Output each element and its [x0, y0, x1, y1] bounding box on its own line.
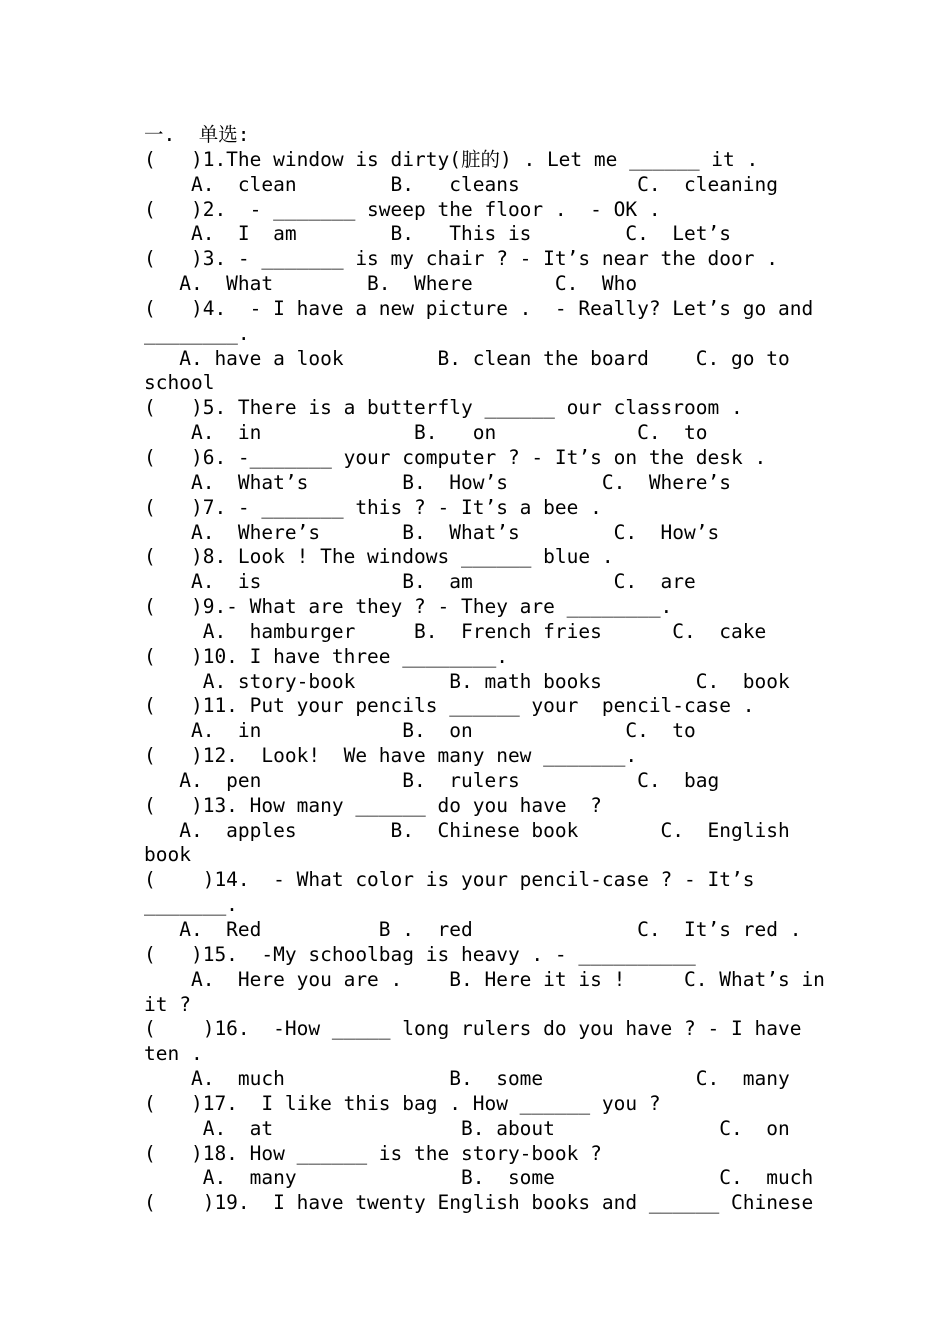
text-line: A. have a look B. clean the board C. go to	[144, 346, 790, 370]
text-line: ( )10. I have three ________.	[144, 644, 508, 668]
text-line: ( )8. Look ! The windows ______ blue .	[144, 545, 614, 569]
question-lines	[144, 147, 825, 1216]
worksheet	[144, 123, 825, 1216]
text-line: A. hamburger B. French fries C. cake	[144, 619, 767, 643]
text-line: A. much B. some C. many	[144, 1067, 790, 1091]
text-line: _______.	[144, 893, 238, 917]
text-line: ( )9.- What are they ? - They are ________.	[144, 595, 673, 619]
text-line: ( )18. How ______ is the story-book ?	[144, 1141, 602, 1165]
text-line: A. story-book B. math books C. book	[144, 669, 790, 693]
text-line: ( )6. -_______ your computer ? - It’s on the desk .	[144, 445, 767, 469]
text-line: ( )3. - _______ is my chair ? - It’s near the door .	[144, 247, 778, 271]
text-line: ( )16. -How _____ long rulers do you have ? - I have	[144, 1017, 802, 1041]
text-line: A. pen B. rulers C. bag	[144, 768, 720, 792]
text-line: ( )11. Put your pencils ______ your pencil-case .	[144, 694, 755, 718]
text-line: A. in B. on C. to	[144, 719, 696, 743]
text-line: ( )12. Look! We have many new _______.	[144, 744, 638, 768]
section-title: 一. 单选:	[144, 123, 250, 146]
text-line: ten .	[144, 1042, 203, 1066]
text-line: A. What’s B. How’s C. Where’s	[144, 470, 731, 494]
text-line: ( )2. - _______ sweep the floor . - OK .	[144, 197, 661, 221]
text-line: A. clean B. cleans C. cleaning	[144, 172, 778, 196]
text-line: A. Where’s B. What’s C. How’s	[144, 520, 720, 544]
text-line: ( )17. I like this bag . How ______ you ?	[144, 1091, 661, 1115]
text-line: A. is B. am C. are	[144, 570, 696, 594]
text-line: ( )15. -My schoolbag is heavy . - __________	[144, 942, 696, 966]
text-line: A. in B. on C. to	[144, 421, 708, 445]
text-line: ( )1.The window is dirty(脏的) . Let me ______ it .	[144, 147, 759, 171]
text-line: A. at B. about C. on	[144, 1116, 790, 1140]
text-line: A. Here you are . B. Here it is ! C. What’s in	[144, 967, 825, 991]
text-line: book	[144, 843, 191, 867]
text-line: ________.	[144, 321, 250, 345]
text-line: ( )7. - _______ this ? - It’s a bee .	[144, 495, 602, 519]
text-line: A. I am B. This is C. Let’s	[144, 222, 731, 246]
text-line: A. Red B . red C. It’s red .	[144, 918, 802, 941]
text-line: A. What B. Where C. Who	[144, 272, 638, 296]
text-line: ( )19. I have twenty English books and ______ Chinese	[144, 1191, 814, 1215]
text-line: school	[144, 371, 215, 395]
text-line: A. apples B. Chinese book C. English	[144, 818, 790, 842]
text-line: ( )14. - What color is your pencil-case ? - It’s	[144, 868, 755, 892]
text-line: ( )4. - I have a new picture . - Really? Let’s go and	[144, 296, 814, 320]
text-line: ( )5. There is a butterfly ______ our classroom .	[144, 396, 743, 420]
text-line: ( )13. How many ______ do you have ?	[144, 793, 602, 817]
text-line: A. many B. some C. much	[144, 1166, 814, 1190]
text-line: it ?	[144, 992, 191, 1016]
